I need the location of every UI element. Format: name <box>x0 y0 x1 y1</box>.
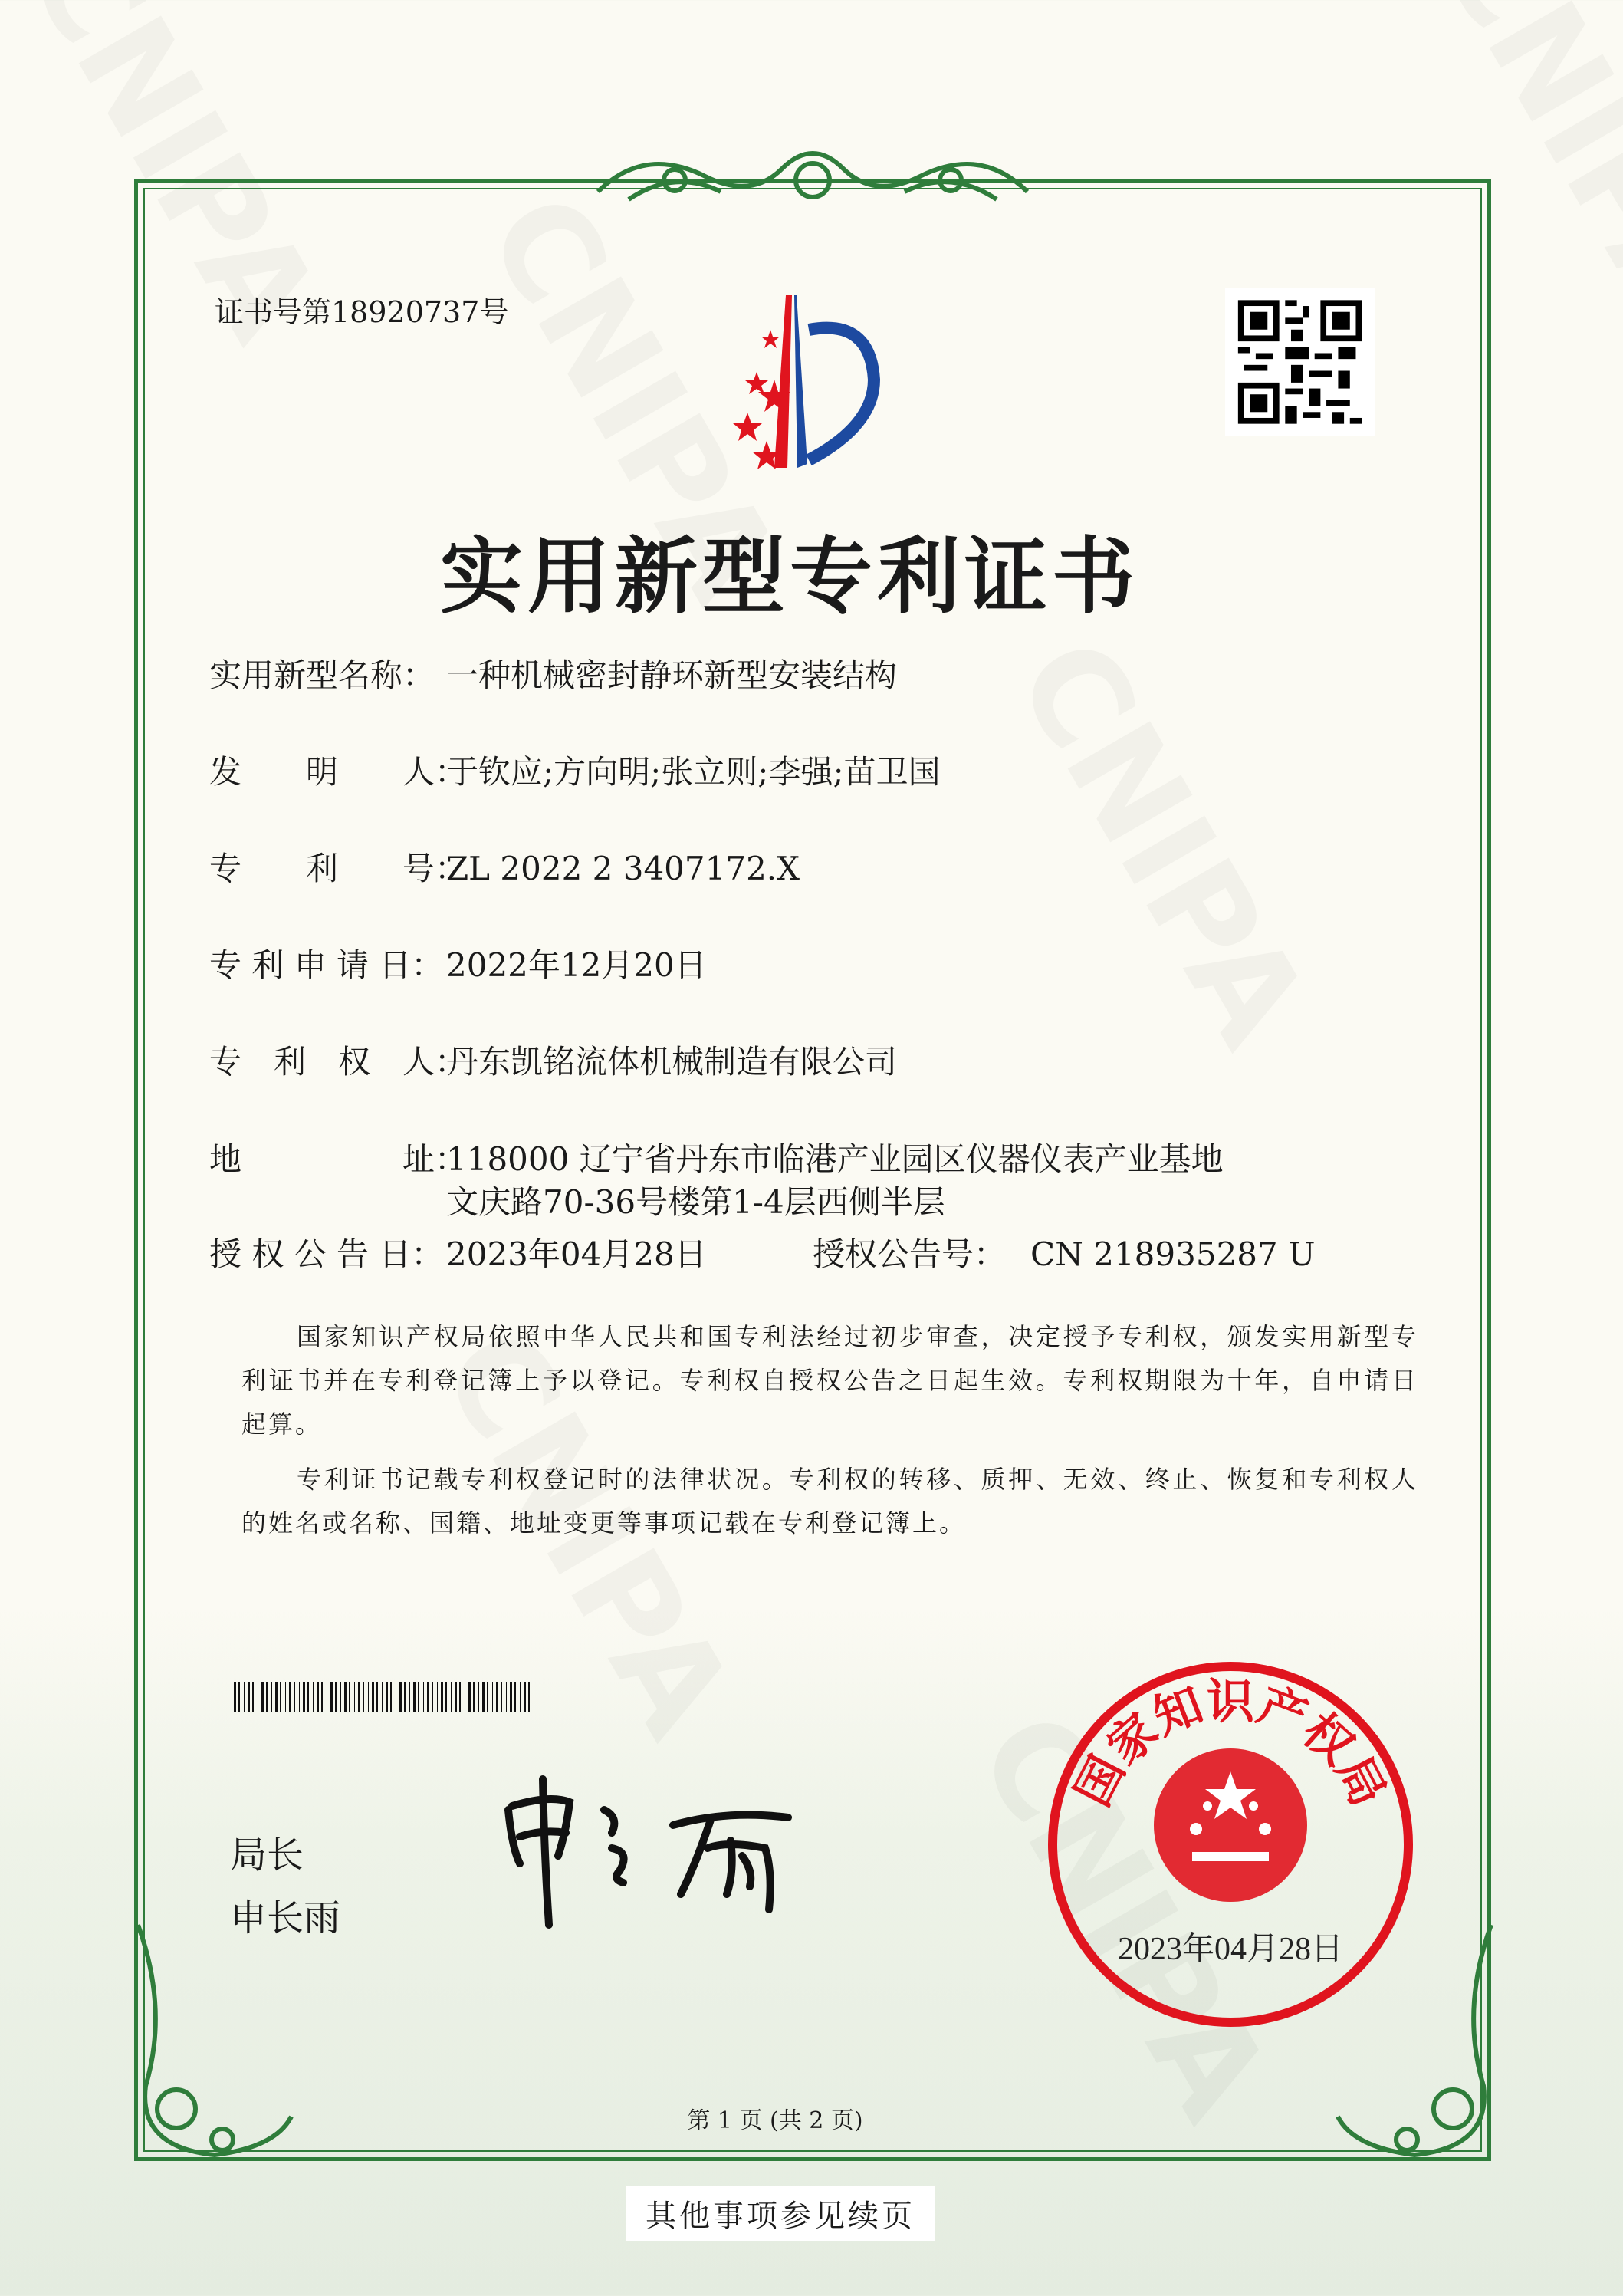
barcode-bar <box>234 1682 236 1712</box>
field-value: 2023年04月28日 <box>446 1235 707 1273</box>
barcode-bar <box>466 1682 468 1712</box>
barcode-bar <box>432 1682 433 1712</box>
barcode-bar <box>237 1682 238 1712</box>
barcode-bar <box>375 1682 376 1712</box>
barcode-bar <box>289 1682 291 1712</box>
barcode-bar <box>376 1682 378 1712</box>
barcode-bar <box>248 1682 250 1712</box>
barcode-bar <box>296 1682 298 1712</box>
barcode-bar <box>310 1682 312 1712</box>
field-address <box>0 1140 1623 1225</box>
barcode-bar <box>383 1682 385 1712</box>
barcode-bar <box>285 1682 286 1712</box>
barcode-bar <box>427 1682 429 1712</box>
barcode-bar <box>480 1682 481 1712</box>
barcode-bar <box>306 1682 307 1712</box>
barcode-bar <box>299 1682 300 1712</box>
barcode-bar <box>266 1682 268 1712</box>
barcode-bar <box>489 1682 491 1712</box>
barcode-bar <box>317 1682 319 1712</box>
barcode-bar <box>425 1682 426 1712</box>
barcode-bar <box>361 1682 362 1712</box>
barcode-bar <box>506 1682 507 1712</box>
barcode-bar <box>418 1682 419 1712</box>
barcode-bar <box>452 1682 454 1712</box>
barcode-bar <box>496 1682 498 1712</box>
qr-code-icon <box>1225 288 1375 436</box>
barcode-bar <box>528 1682 530 1712</box>
barcode-bar <box>386 1682 388 1712</box>
barcode-bar <box>494 1682 495 1712</box>
field-label: 专 利 号： <box>209 850 468 887</box>
barcode-bar <box>430 1682 431 1712</box>
barcode-bar <box>520 1682 521 1712</box>
barcode-bar <box>423 1682 424 1712</box>
barcode-bar <box>462 1682 464 1712</box>
barcode-bar <box>455 1682 457 1712</box>
field-value-line2: 文庆路70-36号楼第1-4层西侧半层 <box>446 1183 945 1221</box>
certificate-number: 证书号第18920737号 <box>215 295 509 329</box>
field-label: 地 址： <box>209 1140 468 1178</box>
barcode-bar <box>372 1682 374 1712</box>
barcode-bar <box>324 1682 326 1712</box>
barcode-bar <box>301 1682 302 1712</box>
barcode-bar <box>349 1682 350 1712</box>
barcode-bar <box>259 1682 261 1712</box>
barcode-bar <box>445 1682 447 1712</box>
barcode-bar <box>473 1682 475 1712</box>
barcode-bar <box>356 1682 357 1712</box>
cnipa-logo <box>694 288 931 472</box>
barcode-bar <box>294 1682 295 1712</box>
barcode-bar <box>255 1682 257 1712</box>
barcode-bar <box>492 1682 493 1712</box>
barcode-bar <box>313 1682 314 1712</box>
signature <box>497 1764 842 1933</box>
barcode-bar <box>499 1682 500 1712</box>
barcode-bar <box>335 1682 337 1712</box>
barcode-bar <box>444 1682 445 1712</box>
barcode-bar <box>459 1682 461 1712</box>
official-seal <box>1043 1656 1418 2032</box>
field-value: 118000 辽宁省丹东市临港产业园区仪器仪表产业基地 <box>446 1140 1224 1178</box>
barcode-bar <box>451 1682 452 1712</box>
barcode-bar <box>354 1682 355 1712</box>
barcode-bar <box>471 1682 472 1712</box>
barcode-bar <box>513 1682 514 1712</box>
qr-code <box>1225 288 1375 436</box>
ornament-top <box>583 138 1043 222</box>
barcode-bar <box>241 1682 243 1712</box>
barcode-bar <box>333 1682 334 1712</box>
barcode-bar <box>368 1682 369 1712</box>
barcode-bar <box>514 1682 516 1712</box>
field-label: 实用新型名称： <box>209 656 435 694</box>
barcode-bar <box>287 1682 288 1712</box>
barcode-bar <box>337 1682 340 1712</box>
barcode-bar <box>517 1682 519 1712</box>
seal-date: 2023年04月28日 <box>1117 1932 1344 1967</box>
barcode-bar <box>468 1682 471 1712</box>
barcode-bar <box>261 1682 264 1712</box>
barcode-bar <box>434 1682 436 1712</box>
barcode-bar <box>397 1682 399 1712</box>
barcode-bar <box>441 1682 443 1712</box>
barcode-bar <box>344 1682 347 1712</box>
barcode-bar <box>351 1682 353 1712</box>
barcode-bar <box>475 1682 478 1712</box>
barcode-bar <box>382 1682 383 1712</box>
barcode-bar <box>328 1682 330 1712</box>
barcode-bar <box>402 1682 403 1712</box>
announcement-label: 授权公告号： <box>813 1235 1007 1273</box>
field-label: 专 利 申 请 日： <box>209 946 444 984</box>
barcode-bar <box>482 1682 485 1712</box>
barcode-bar <box>282 1682 284 1712</box>
field-label: 发 明 人： <box>209 753 468 791</box>
barcode-bar <box>420 1682 422 1712</box>
barcode-bar <box>307 1682 309 1712</box>
barcode-bar <box>510 1682 512 1712</box>
barcode-bar <box>406 1682 409 1712</box>
barcode-bar <box>448 1682 450 1712</box>
paragraph-legal <box>241 1458 1418 1545</box>
barcode-bar <box>399 1682 402 1712</box>
barcode-bar <box>321 1682 323 1712</box>
barcode-bar <box>413 1682 416 1712</box>
barcode-bar <box>252 1682 254 1712</box>
barcode-bar <box>370 1682 371 1712</box>
barcode-bar <box>487 1682 488 1712</box>
paragraph-text: 专利证书记载专利权登记时的法律状况。专利权的转移、质押、无效、终止、恢复和专利权人的姓名或名称、国籍、地址变更等事项记载在专利登记簿上。 <box>241 1465 1418 1538</box>
barcode-bar <box>485 1682 486 1712</box>
barcode-bar <box>531 1682 533 1712</box>
continuation-note-text: 其他事项参见续页 <box>646 2199 915 2234</box>
barcode-bar <box>244 1682 245 1712</box>
barcode-bar <box>363 1682 364 1712</box>
barcode-bar <box>238 1682 240 1712</box>
barcode-bar <box>393 1682 395 1712</box>
field-value: 2022年12月20日 <box>446 946 707 984</box>
barcode-bar <box>330 1682 333 1712</box>
barcode-bar <box>478 1682 479 1712</box>
barcode-bar <box>365 1682 367 1712</box>
barcode-bar <box>340 1682 341 1712</box>
barcode-bar <box>437 1682 438 1712</box>
barcode-bar <box>280 1682 281 1712</box>
paragraph-text: 国家知识产权局依照中华人民共和国专利法经过初步审查，决定授予专利权，颁发实用新型专利证书并在专利登记簿上予以登记。专利权自授权公告之日起生效。专利权期限为十年，自申请日起算。 <box>241 1322 1418 1439</box>
page-title: 实用新型专利证书 <box>439 528 1139 625</box>
barcode-bar <box>379 1682 381 1712</box>
barcode-bar <box>409 1682 410 1712</box>
barcode-bar <box>245 1682 247 1712</box>
field-value: ZL 2022 2 3407172.X <box>446 850 800 887</box>
barcode-bar <box>347 1682 348 1712</box>
barcode-bar <box>524 1682 526 1712</box>
barcode-bar <box>503 1682 505 1712</box>
announcement-value: CN 218935287 U <box>1030 1235 1316 1273</box>
barcode-bar <box>404 1682 406 1712</box>
barcode-bar <box>292 1682 293 1712</box>
seal-text: 国家知识产权局 <box>1064 1673 1397 1815</box>
paragraph-grant <box>241 1315 1418 1446</box>
barcode-bar <box>521 1682 523 1712</box>
barcode-bar <box>501 1682 502 1712</box>
barcode-bar <box>275 1682 278 1712</box>
barcode-bar <box>303 1682 305 1712</box>
barcode <box>234 1682 643 1712</box>
barcode-bar <box>314 1682 316 1712</box>
barcode-bar <box>271 1682 272 1712</box>
signatory-title: 局长 <box>230 1834 304 1877</box>
barcode-bar <box>411 1682 412 1712</box>
barcode-bar <box>278 1682 279 1712</box>
field-label: 专 利 权 人： <box>209 1043 468 1081</box>
field-value: 一种机械密封静环新型安装结构 <box>446 656 898 694</box>
page-indicator: 第 1 页 (共 2 页) <box>687 2107 863 2134</box>
continuation-note <box>626 2186 935 2241</box>
signatory-name: 申长雨 <box>230 1896 341 1939</box>
barcode-bar <box>416 1682 417 1712</box>
barcode-bar <box>390 1682 392 1712</box>
barcode-bar <box>439 1682 440 1712</box>
field-label: 授 权 公 告 日： <box>209 1235 444 1273</box>
barcode-bar <box>268 1682 271 1712</box>
barcode-bar <box>342 1682 343 1712</box>
barcode-bar <box>508 1682 509 1712</box>
field-value: 于钦应;方向明;张立则;李强;苗卫国 <box>446 753 941 791</box>
barcode-bar <box>264 1682 265 1712</box>
barcode-bar <box>358 1682 360 1712</box>
barcode-bar <box>273 1682 274 1712</box>
field-value: 丹东凯铭流体机械制造有限公司 <box>446 1043 898 1081</box>
